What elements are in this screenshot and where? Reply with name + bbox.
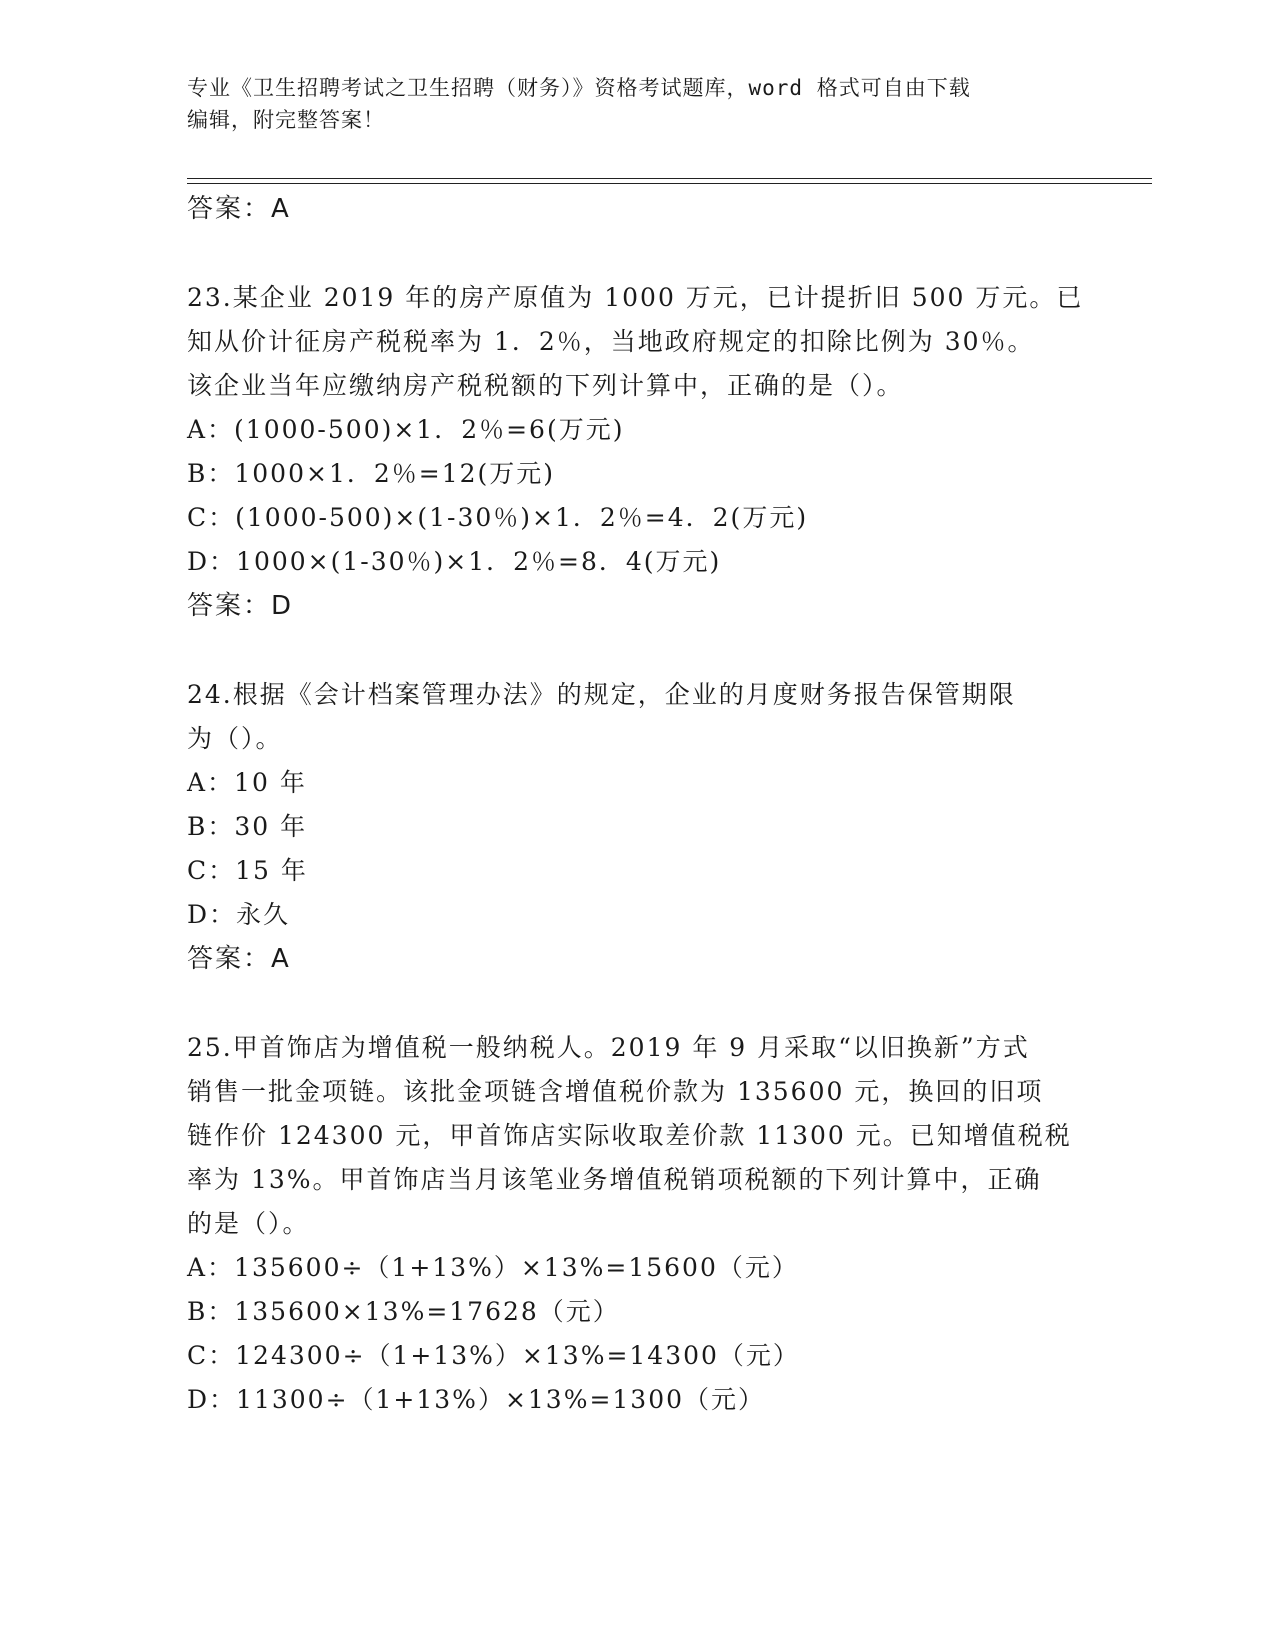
q23-option-b: B：1000×1．2％=12(万元) <box>187 459 556 488</box>
header-line-2: 编辑，附完整答案！ <box>187 108 385 132</box>
q24-option-b: B：30 年 <box>187 812 308 841</box>
q23-option-c: C：(1000-500)×(1-30％)×1．2％=4．2(万元) <box>187 503 809 532</box>
q23-option-a: A：(1000-500)×1．2％=6(万元) <box>187 415 625 444</box>
document-header <box>187 72 1087 136</box>
q24-answer: 答案：A <box>187 944 291 974</box>
q24-option-d: D：永久 <box>187 900 291 929</box>
q25-stem-line-3: 链作价 124300 元，甲首饰店实际收取差价款 11300 元。已知增值税税 <box>187 1121 1072 1150</box>
q23-stem-line-3: 该企业当年应缴纳房产税税额的下列计算中，正确的是（）。 <box>187 371 904 400</box>
q25-stem-line-4: 率为 13%。甲首饰店当月该笔业务增值税销项税额的下列计算中，正确 <box>187 1165 1042 1194</box>
q24-stem-line-2: 为（）。 <box>187 724 283 753</box>
q23-answer: 答案：D <box>187 591 294 621</box>
q25-stem-line-5: 的是（）。 <box>187 1209 310 1238</box>
q25-option-b: B：135600×13%=17628（元） <box>187 1297 620 1326</box>
q24-option-c: C：15 年 <box>187 856 308 885</box>
header-rule-top <box>187 178 1152 179</box>
header-line-1: 专业《卫生招聘考试之卫生招聘（财务）》资格考试题库，word 格式可自由下载 <box>187 76 971 100</box>
q25-option-c: C：124300÷（1+13%）×13%=14300（元） <box>187 1341 800 1370</box>
q23-option-d: D：1000×(1-30％)×1．2％=8．4(万元) <box>187 547 722 576</box>
q25-stem-line-1: 25.甲首饰店为增值税一般纳税人。2019 年 9 月采取“以旧换新”方式 <box>187 1033 1030 1062</box>
header-rule-bottom <box>187 183 1152 184</box>
q23-stem-line-2: 知从价计征房产税税率为 1．2％，当地政府规定的扣除比例为 30％。 <box>187 327 1035 356</box>
q25-stem-line-2: 销售一批金项链。该批金项链含增值税价款为 135600 元，换回的旧项 <box>187 1077 1044 1106</box>
q25-option-a: A：135600÷（1+13%）×13%=15600（元） <box>187 1253 799 1282</box>
q24-stem-line-1: 24.根据《会计档案管理办法》的规定，企业的月度财务报告保管期限 <box>187 680 1016 709</box>
q24-option-a: A：10 年 <box>187 768 307 797</box>
q23-stem-line-1: 23.某企业 2019 年的房产原值为 1000 万元，已计提折旧 500 万元。已 <box>187 283 1084 312</box>
q25-option-d: D：11300÷（1+13%）×13%=1300（元） <box>187 1385 766 1414</box>
answer-previous: 答案：A <box>187 194 291 224</box>
